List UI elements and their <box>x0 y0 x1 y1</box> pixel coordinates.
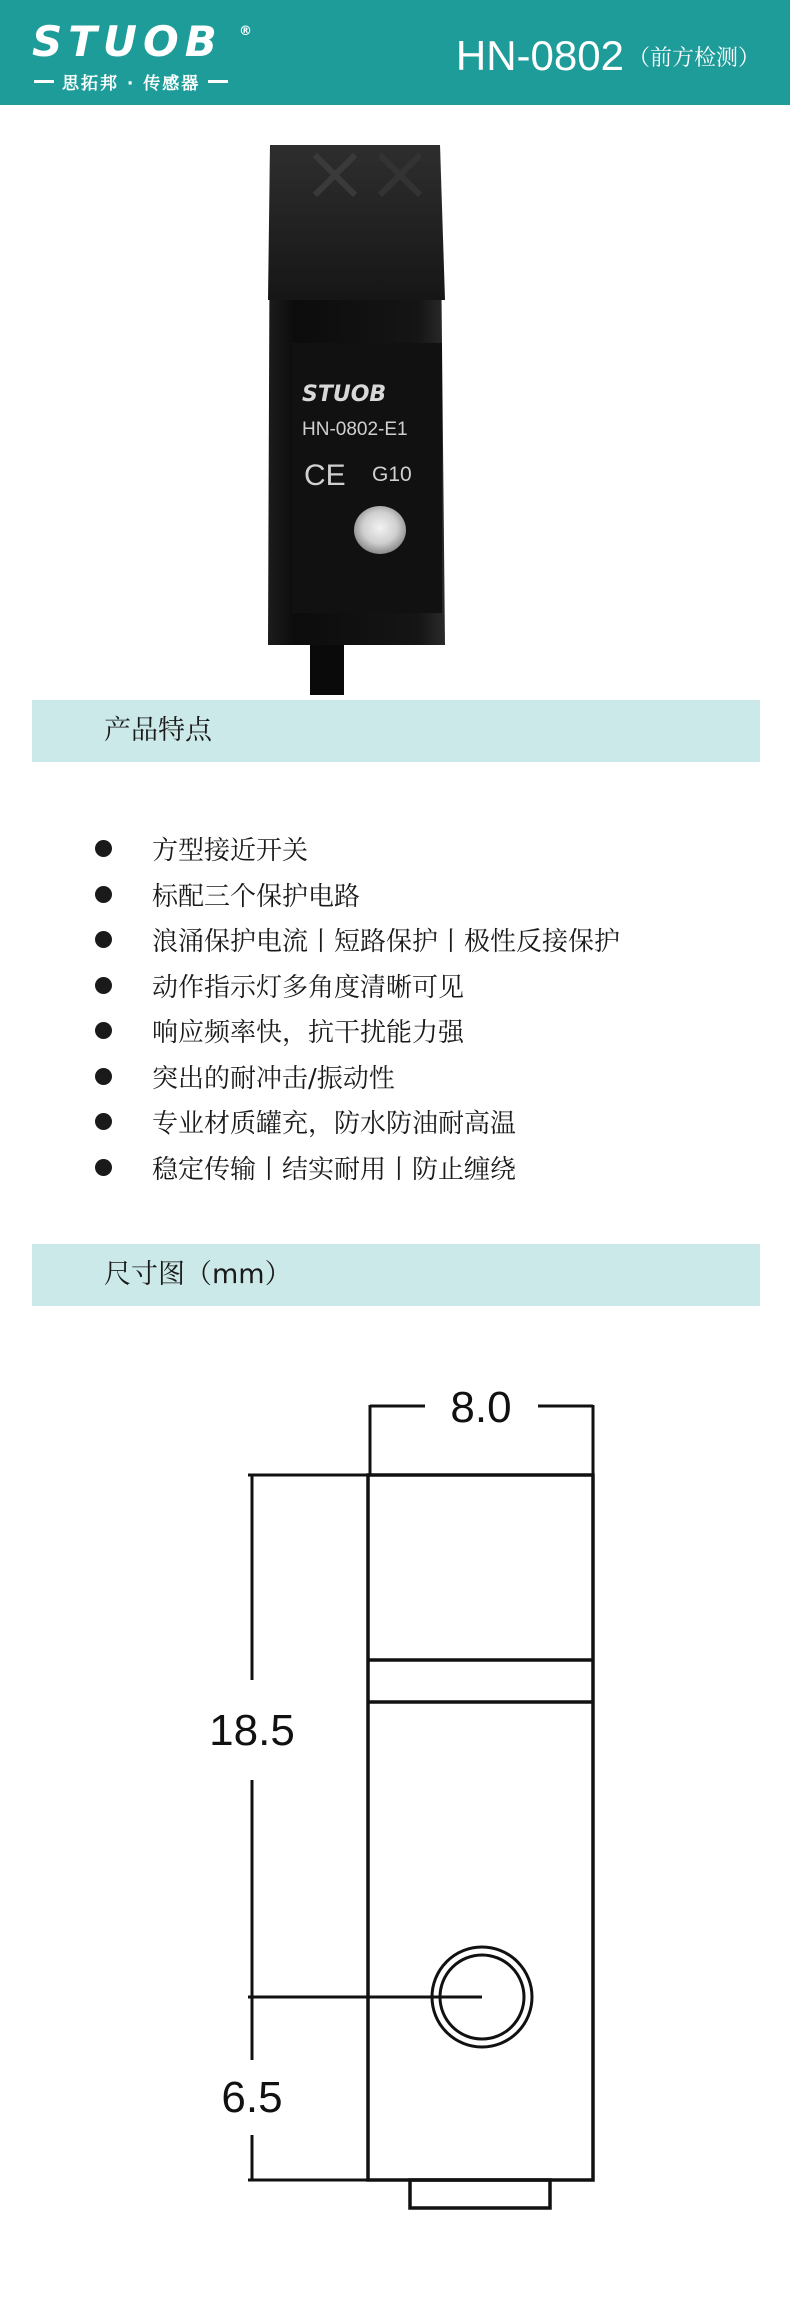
sensor-cable <box>310 645 344 695</box>
logo-registered-mark: ® <box>239 24 252 39</box>
feature-text: 稳定传输丨结实耐用丨防止缠绕 <box>152 1154 517 1185</box>
dimensions-section-header <box>32 1244 760 1306</box>
model-number: HN-0802 <box>455 32 624 79</box>
feature-text: 突出的耐冲击/振动性 <box>152 1063 395 1094</box>
feature-item <box>95 872 620 918</box>
width-value: 8.0 <box>450 1383 512 1432</box>
sensor-label-model: HN-0802-E1 <box>302 419 408 440</box>
feature-text: 动作指示灯多角度清晰可见 <box>152 972 465 1003</box>
feature-text: 方型接近开关 <box>152 836 309 867</box>
logo-subtitle <box>34 69 244 94</box>
feature-item <box>95 1099 620 1145</box>
feature-item <box>95 1145 620 1191</box>
bullet-icon <box>95 1068 112 1085</box>
dimension-drawing <box>0 1310 790 2215</box>
feature-text: 浪涌保护电流丨短路保护丨极性反接保护 <box>152 927 621 958</box>
feature-item <box>95 826 620 872</box>
sensor-product-image <box>240 125 480 695</box>
bullet-icon <box>95 931 112 948</box>
logo-dash-left <box>34 80 54 83</box>
feature-text: 专业材质罐充，防水防油耐高温 <box>152 1109 517 1140</box>
feature-text: 标配三个保护电路 <box>152 881 361 912</box>
logo-dash-right <box>208 80 228 83</box>
indicator-led <box>354 506 406 554</box>
feature-list <box>95 826 620 1190</box>
bullet-icon <box>95 1159 112 1176</box>
features-title: 产品特点 <box>104 715 212 746</box>
sensor-label-code: G10 <box>372 463 412 486</box>
features-section-header <box>32 700 760 762</box>
product-image-area <box>0 105 790 700</box>
feature-item <box>95 1008 620 1054</box>
brand-logo <box>32 18 262 98</box>
bullet-icon <box>95 1113 112 1130</box>
logo-subtitle-text: 思拓邦 · 传感器 <box>62 74 201 94</box>
bullet-icon <box>95 1022 112 1039</box>
logo-wordmark: STUOB <box>32 17 223 66</box>
model-note: （前方检测） <box>627 45 760 71</box>
feature-item <box>95 917 620 963</box>
feature-item <box>95 963 620 1009</box>
cable-outline <box>410 2180 550 2208</box>
sensor-detection-face <box>268 145 445 300</box>
feature-text: 响应频率快，抗干扰能力强 <box>152 1018 465 1049</box>
sensor-outline <box>368 1475 593 2180</box>
dimensions-title: 尺寸图（mm） <box>104 1259 292 1290</box>
sensor-label-ce: CE <box>304 459 346 492</box>
bullet-icon <box>95 977 112 994</box>
header-banner <box>0 0 790 105</box>
page-title <box>456 32 760 80</box>
sensor-label-brand: STUOB <box>302 382 387 407</box>
offset-value: 6.5 <box>221 2073 283 2122</box>
feature-item <box>95 1054 620 1100</box>
length-value: 18.5 <box>209 1706 295 1755</box>
bullet-icon <box>95 886 112 903</box>
bullet-icon <box>95 840 112 857</box>
